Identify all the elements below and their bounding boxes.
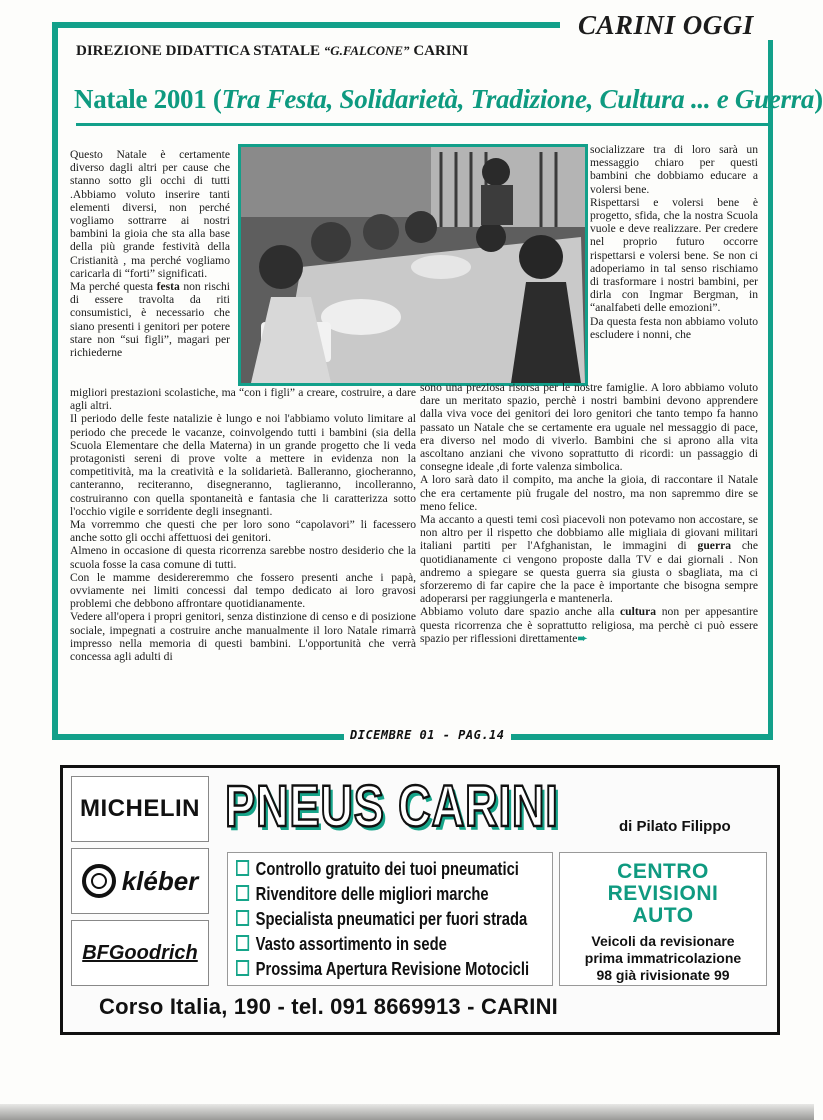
article-column-left (70, 148, 230, 359)
service-label: Rivenditore delle migliori marche (255, 884, 489, 904)
text-run: Abbiamo voluto dare spazio anche alla (420, 605, 615, 619)
article-photo (238, 144, 588, 386)
revision-title-line: REVISIONI (607, 882, 719, 905)
school-heading (76, 43, 468, 60)
paragraph: migliori prestazioni scolastiche, ma “con i figli” a creare, costruire, a dare agli altri. (70, 386, 416, 413)
article-column-wide-left (70, 386, 416, 663)
paragraph: sono una preziosa risorsa per le nostre famiglie. A loro abbiamo voluto dare un meritato spazio, perchè i nostri bambini devono apprendere dalla viva voce dei genitori dei loro genitori che tanto tempo fa hanno passato un Natale che se certamente era uguale nel messaggio di pace, era diverso nel modo di viverlo. Bambini che si aprono alla vita ascoltano anziani che vivono soprattutto di ricordi: un passaggio di consegne ideale ,di forte valenza simbolica. (420, 381, 758, 474)
scan-edge (0, 1104, 814, 1120)
revision-center-box (559, 852, 767, 986)
school-name: “G.FALCONE” (323, 43, 410, 58)
paragraph: A loro sarà dato il compito, ma anche la gioia, di raccontare il Natale che era certamente più frugale del nostro, ma non sapremmo dire se meno felice. (420, 473, 758, 513)
service-label: Specialista pneumatici per fuori strada (255, 909, 528, 929)
paragraph: Il periodo delle feste natalizie è lungo e noi l'abbiamo voluto limitare al periodo che precede le vacanze, coinvolgendo tutti i bambini (sia della Scuola Elementare che della Materna) in un grande progetto che li veda protagonisti sereni di prove volte a mettere in evidenza non la competitività, ma la creatività e la solidarietà. Balleranno, giocheranno, canteranno, reciteranno, disegneranno, taglieranno, incolleranno, costruiranno con quella spontaneità e fantasia che li caratterizza sotto l'occhio vigile e sorridente degli insegnanti. (70, 412, 416, 518)
service-item (236, 909, 527, 930)
text-bold: cultura (620, 605, 657, 619)
continue-arrow-icon: ➨ (577, 631, 588, 645)
bfgoodrich-logo (71, 920, 209, 986)
paragraph: Rispettarsi e volersi bene è progetto, sfida, che la nostra Scuola vuole e deve realizzare. Per credere nel proprio futuro occorre rispettarsi e volersi bene. Se non ci adoperiamo in tal senso rischiamo di trasformare i nostri bambini, per dirla con Ingmar Bergman, in “analfabeti delle emozioni”. (590, 195, 758, 315)
text-bold: guerra (697, 539, 732, 553)
service-item (236, 959, 529, 980)
ad-title: PNEUS CARINI (225, 774, 559, 839)
service-item (236, 934, 447, 955)
frame-left-rule (52, 22, 58, 740)
kleber-logo (71, 848, 209, 914)
article-headline (74, 84, 823, 115)
article-column-wide-right (420, 381, 758, 645)
brand-michelin: MICHELIN (80, 795, 200, 822)
text-run: Ma perché questa (70, 280, 154, 294)
ad-address-phone: Corso Italia, 190 - tel. 091 8669913 - CARINI (99, 994, 558, 1019)
school-suffix: CARINI (409, 43, 469, 59)
checkbox-icon (236, 960, 249, 976)
service-label: Vasto assortimento in sede (255, 934, 447, 954)
revision-title-line: AUTO (632, 904, 694, 927)
services-list (227, 852, 553, 986)
tire-icon (82, 864, 116, 898)
paragraph: Vedere all'opera i propri genitori, senza distinzione di censo e di posizione sociale, impegnati a costruire anche manualmente il loro Natale rimarrà impresso nella memoria di questi bambini. L'opportunità che verrà concessa agli adulti di (70, 610, 416, 664)
text-bold: festa (156, 280, 180, 294)
headline-main: Natale 2001 ( (74, 84, 222, 114)
paragraph (420, 513, 758, 605)
advertisement (60, 765, 780, 1035)
page-label: DICEMBRE 01 - PAG.14 (344, 728, 511, 742)
michelin-logo (71, 776, 209, 842)
service-item (236, 884, 489, 905)
service-label: Controllo gratuito dei tuoi pneumatici (255, 859, 519, 879)
paragraph: Da questa festa non abbiamo voluto escludere i nonni, che (590, 314, 758, 341)
text-run: Ma accanto a questi temi così piacevoli non potevamo non accostare, se non altro per il rispetto che dobbiamo alle migliaia di giovani militari italiani partiti per l'Afghanistan, le immagini di (420, 513, 758, 553)
paragraph: Almeno in occasione di questa ricorrenza sarebbe nostro desiderio che la scuola fosse la casa comune di tutti. (70, 544, 416, 571)
brand-bfgoodrich: BFGoodrich (82, 941, 198, 964)
revision-sub-line: prima immatricolazione (584, 950, 742, 966)
article-column-right (590, 143, 758, 341)
paragraph: Con le mamme desidereremmo che fossero presenti anche i papà, ovviamente nei limiti concessi dal tempo dedicato ai loro gravosi problemi che debbono affrontare quotidianamente. (70, 570, 416, 611)
paragraph (420, 605, 758, 645)
masthead: CARINI OGGI (578, 10, 754, 40)
revision-title-line: CENTRO (617, 860, 709, 883)
service-item (236, 859, 519, 880)
title-rule (76, 123, 768, 126)
checkbox-icon (236, 910, 249, 926)
paragraph: socializzare tra di loro sarà un messaggio chiaro per questi bambini che dobbiamo educare a volersi bene. (590, 143, 758, 196)
revision-sub-line: 98 già rivisionate 99 (596, 967, 730, 983)
ad-owner: di Pilato Filippo (619, 818, 731, 835)
school-prefix: DIREZIONE DIDATTICA STATALE (76, 43, 324, 59)
checkbox-icon (236, 860, 249, 876)
brand-kleber: kléber (121, 865, 199, 896)
revision-subtitle (560, 933, 766, 984)
revision-title (560, 861, 766, 927)
service-label: Prossima Apertura Revisione Motocicli (255, 959, 530, 979)
checkbox-icon (236, 885, 249, 901)
revision-sub-line: Veicoli da revisionare (591, 933, 735, 949)
frame-top-rule (52, 22, 560, 28)
paragraph (70, 280, 230, 359)
paragraph: Ma vorremmo che questi che per loro sono “capolavori” li facessero anche sotto gli occhi affettuosi dei genitori. (70, 518, 416, 545)
headline-italic: Tra Festa, Solidarietà, Tradizione, Cultura ... e Guerra (221, 84, 815, 114)
frame-right-rule (768, 40, 773, 740)
paragraph: Questo Natale è certamente diverso dagli altri per cause che stanno sotto gli occhi di tutti .Abbiamo voluto inserire tanti elementi diversi, non perché vogliamo sottrarre ai nostri bambini la gioia che sta alla base della più grande festività della Cristianità , ma perché vogliamo caricarla di “forti” significati. (70, 148, 230, 280)
text-run: non rischi di essere travolta da riti consumistici, è necessario che siano presenti i genitori per potere stare non “sui figli”, magari per richiederne (70, 280, 231, 360)
photo-illustration (241, 147, 585, 383)
headline-close: ) (814, 84, 823, 114)
checkbox-icon (236, 935, 249, 951)
text-run: che quotidianamente ci vengono proposte dalla TV e dai giornali . Non andremo a spiegare se questa guerra sia giusta o sbagliata, ma ci sforzeremo di far capire che la pace è importante che bisogna sempre adoperarsi per raggiungerla e mantenerla. (420, 539, 758, 606)
text-run: non per appesantire questa ricorrenza che è soprattutto religiosa, ma perchè ci può essere spazio per riflessioni direttamente (420, 605, 758, 645)
